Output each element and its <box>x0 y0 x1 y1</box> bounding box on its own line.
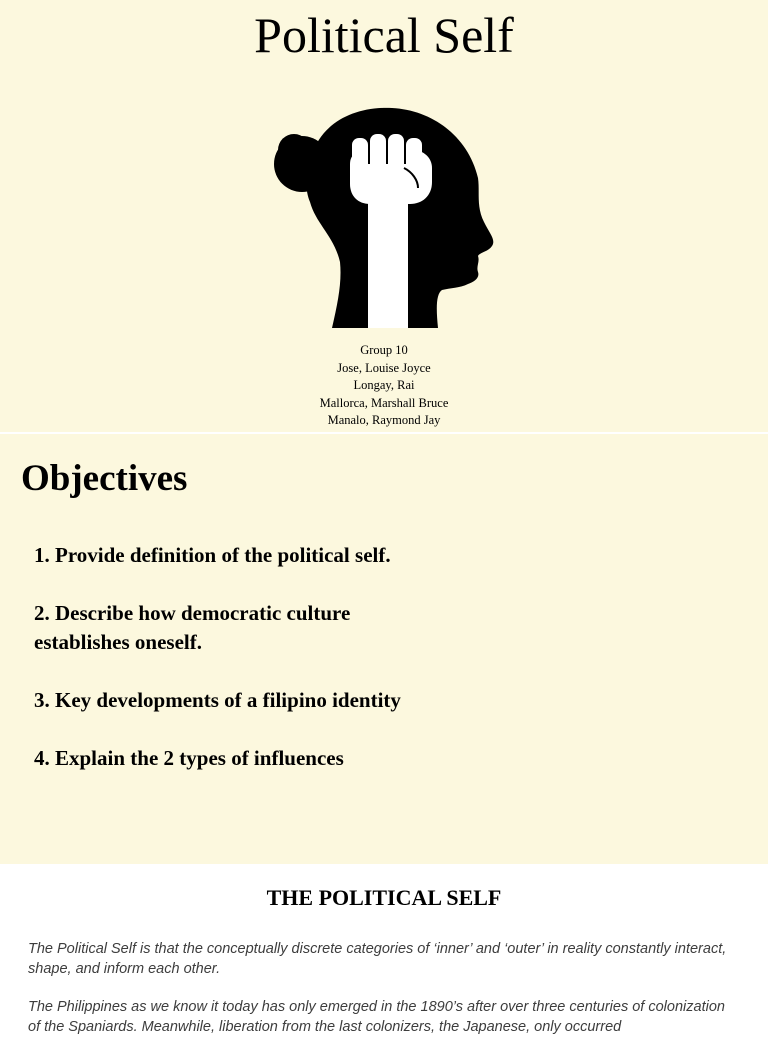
credit-line: Mallorca, Marshall Bruce <box>319 395 449 410</box>
section-heading: THE POLITICAL SELF <box>266 885 502 910</box>
group-credits <box>0 342 768 430</box>
credit-line: Longay, Rai <box>353 378 415 392</box>
objectives-list <box>34 541 414 802</box>
paragraph-definition: The Political Self is that the conceptually discrete categories of ‘inner’ and ‘outer’ in reality constantly interact, shape, and inform each other. <box>28 941 727 977</box>
objective-item: 4. Explain the 2 types of influences <box>34 746 344 770</box>
objective-item: 2. Describe how democratic culture establishes oneself. <box>34 601 351 654</box>
credit-line: Jose, Louise Joyce <box>337 360 431 375</box>
title-slide <box>0 0 768 432</box>
objective-item: 3. Key developments of a filipino identity <box>34 688 401 712</box>
credit-line: Manalo, Raymond Jay <box>327 413 441 427</box>
head-silhouette-with-raised-fist-icon <box>272 106 496 328</box>
slide-title: Political Self <box>254 7 514 63</box>
objective-item: 1. Provide definition of the political self. <box>34 543 391 567</box>
paragraph-history: The Philippines as we know it today has only emerged in the 1890’s after over three centuries of colonization of the Spaniards. Meanwhile, liberation from the last colonizers, the Japanese, only occurred <box>28 999 725 1035</box>
objectives-title: Objectives <box>21 458 188 499</box>
credit-line: Group 10 <box>360 343 408 357</box>
